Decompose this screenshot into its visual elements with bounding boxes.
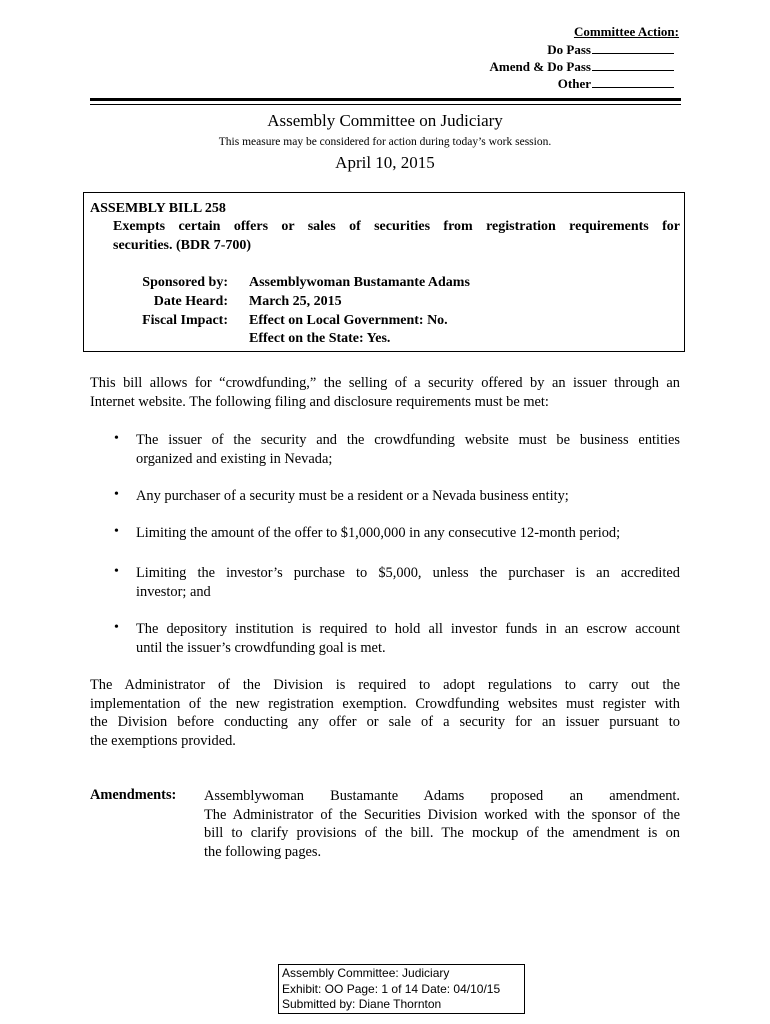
date-heard-label: Date Heard: <box>153 294 228 309</box>
text-line: investor; and <box>136 583 211 600</box>
sponsored-label: Sponsored by: <box>142 275 228 290</box>
text-line: The depository institution is required to hold all investor funds in an escrow account <box>136 621 680 637</box>
exhibit-stamp <box>278 964 525 1014</box>
text-line: the exemptions provided. <box>90 732 236 749</box>
text-line: the Division before conducting any offer or sale of a security for an issuer pursuant to <box>90 714 680 730</box>
text-line: until the issuer’s crowdfunding goal is met. <box>136 639 386 656</box>
committee-action-other <box>558 76 674 92</box>
text-line: Any purchaser of a security must be a resident or a Nevada business entity; <box>136 488 569 504</box>
blank-line <box>592 42 674 54</box>
bill-summary-line2: securities. (BDR 7-700) <box>113 238 252 253</box>
bullet-icon: • <box>114 524 119 539</box>
committee-name: Assembly Committee on Judiciary <box>267 111 503 130</box>
list-item <box>136 564 680 601</box>
bill-number: ASSEMBLY BILL 258 <box>90 201 226 216</box>
option-label: Other <box>557 76 591 91</box>
text-line: The issuer of the security and the crowdfunding website must be business entities <box>136 432 680 448</box>
administrator-paragraph <box>90 676 680 750</box>
text-line: Limiting the amount of the offer to $1,000,000 in any consecutive 12-month period; <box>136 525 621 541</box>
text-line: the following pages. <box>204 843 322 860</box>
header-rule-thin <box>90 104 681 105</box>
text-line: Assemblywoman Bustamante Adams proposed an amendment. <box>204 788 680 804</box>
text-line: organized and existing in Nevada; <box>136 450 333 467</box>
text-line: Internet website. The following filing and disclosure requirements must be met: <box>90 393 549 410</box>
option-label: Amend & Do Pass <box>489 59 591 74</box>
text-line: This bill allows for “crowdfunding,” the selling of a security offered by an issuer through an <box>90 375 680 391</box>
text-line: implementation of the new registration exemption. Crowdfunding websites must register with <box>90 695 680 712</box>
fiscal-impact-label: Fiscal Impact: <box>142 313 228 328</box>
text-line: bill to clarify provisions of the bill. The mockup of the amendment is on <box>204 825 680 841</box>
date-heard-value: March 25, 2015 <box>249 294 342 309</box>
header-rule-thick <box>90 98 681 101</box>
list-item <box>136 620 680 657</box>
amendments-label: Amendments: <box>90 787 177 803</box>
text-line: The Administrator of the Securities Division worked with the sponsor of the <box>204 806 680 823</box>
bill-summary-line1: Exempts certain offers or sales of securities from registration requirements for <box>113 219 680 234</box>
exhibit-page-date: Exhibit: OO Page: 1 of 14 Date: 04/10/15 <box>282 981 501 996</box>
bullet-icon: • <box>114 564 119 579</box>
blank-line <box>592 59 674 71</box>
committee-action-amend-do-pass <box>490 59 674 75</box>
intro-paragraph <box>90 374 680 411</box>
bullet-icon: • <box>114 487 119 502</box>
blank-line <box>592 76 674 88</box>
committee-action-title: Committee Action: <box>573 24 679 39</box>
bullet-icon: • <box>114 620 119 635</box>
text-line: The Administrator of the Division is required to adopt regulations to carry out the <box>90 677 680 693</box>
exhibit-submitted-by: Submitted by: Diane Thornton <box>282 997 442 1011</box>
list-item <box>136 524 680 543</box>
amendments-text <box>204 787 680 861</box>
list-item <box>136 431 680 468</box>
list-item <box>136 487 680 506</box>
option-label: Do Pass <box>547 42 591 57</box>
exhibit-committee: Assembly Committee: Judiciary <box>282 966 450 980</box>
text-line: Limiting the investor’s purchase to $5,000, unless the purchaser is an accredited <box>136 565 680 581</box>
bullet-icon: • <box>114 431 119 446</box>
session-notice: This measure may be considered for action during today’s work session. <box>218 136 552 148</box>
fiscal-local: Effect on Local Government: No. <box>249 313 448 328</box>
fiscal-state: Effect on the State: Yes. <box>249 331 391 346</box>
hearing-date: April 10, 2015 <box>335 153 435 172</box>
committee-action-do-pass <box>547 42 674 58</box>
sponsored-value: Assemblywoman Bustamante Adams <box>249 275 470 290</box>
